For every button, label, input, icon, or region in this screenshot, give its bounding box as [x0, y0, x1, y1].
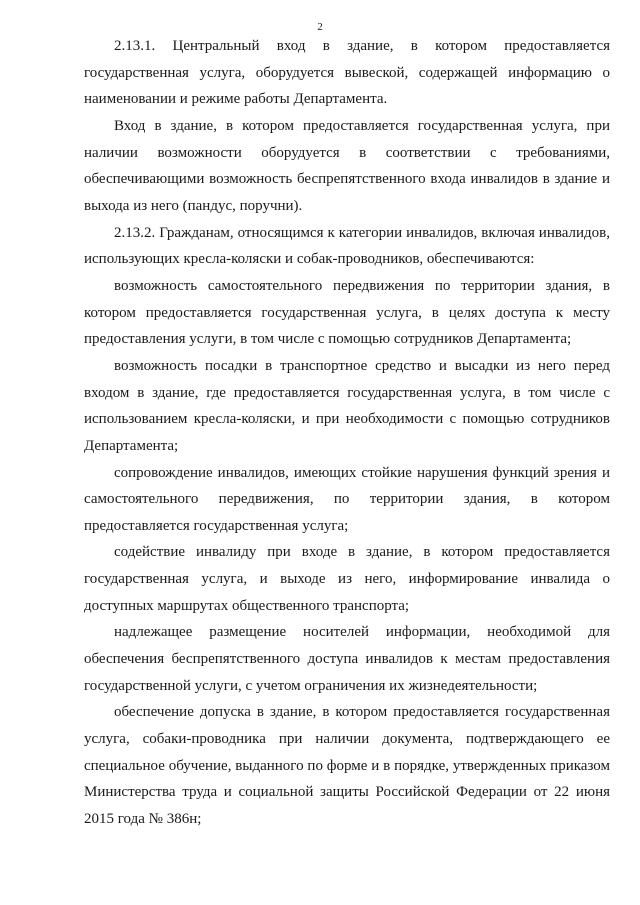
paragraph-2-13-2: 2.13.2. Гражданам, относящимся к категории инвалидов, включая инвалидов, использующих кресла-коляски и собак-проводников, обеспечиваются:: [84, 224, 610, 268]
paragraph-entrance-accessibility: Вход в здание, в котором предоставляется государственная услуга, при наличии возможности оборудуется в соответствии с требованиями, обеспечивающими возможность беспрепятственного входа инвалидов в здание и выхода из него (пандус, поручни).: [84, 117, 610, 214]
paragraph-2-13-1: 2.13.1. Центральный вход в здание, в котором предоставляется государственная услуга, оборудуется вывеской, содержащей информацию о наименовании и режиме работы Департамента.: [84, 38, 610, 108]
document-body: [84, 33, 610, 833]
list-item-information: надлежащее размещение носителей информации, необходимой для обеспечения беспрепятственного доступа инвалидов к местам предоставления государственной услуги, с учетом ограничения их жизнедеятельности;: [84, 624, 610, 694]
list-item-transport: возможность посадки в транспортное средство и высадки из него перед входом в здание, где предоставляется государственная услуга, в том числе с использованием кресла-коляски, и при необходимости с помощью сотрудников Департамента;: [84, 357, 610, 454]
list-item-guide-dog: обеспечение допуска в здание, в котором предоставляется государственная услуга, собаки-проводника при наличии документа, подтверждающего ее специальное обучение, выданного по форме и в порядке, утвержденных приказом Министерства труда и социальной защиты Российской Федерации от 22 июня 2015 года № 386н;: [84, 704, 610, 828]
list-item-escort: сопровождение инвалидов, имеющих стойкие нарушения функций зрения и самостоятельного передвижения, по территории здания, в котором предоставляется государственная услуга;: [84, 464, 610, 534]
list-item-movement: возможность самостоятельного передвижения по территории здания, в котором предоставляется государственная услуга, в целях доступа к месту предоставления услуги, в том числе с помощью сотрудников Департамента;: [84, 277, 610, 348]
page-number: 2: [317, 21, 323, 33]
list-item-assistance: содействие инвалиду при входе в здание, в котором предоставляется государственная услуга, и выходе из него, информирование инвалида о доступных маршрутах общественного транспорта;: [84, 544, 610, 614]
